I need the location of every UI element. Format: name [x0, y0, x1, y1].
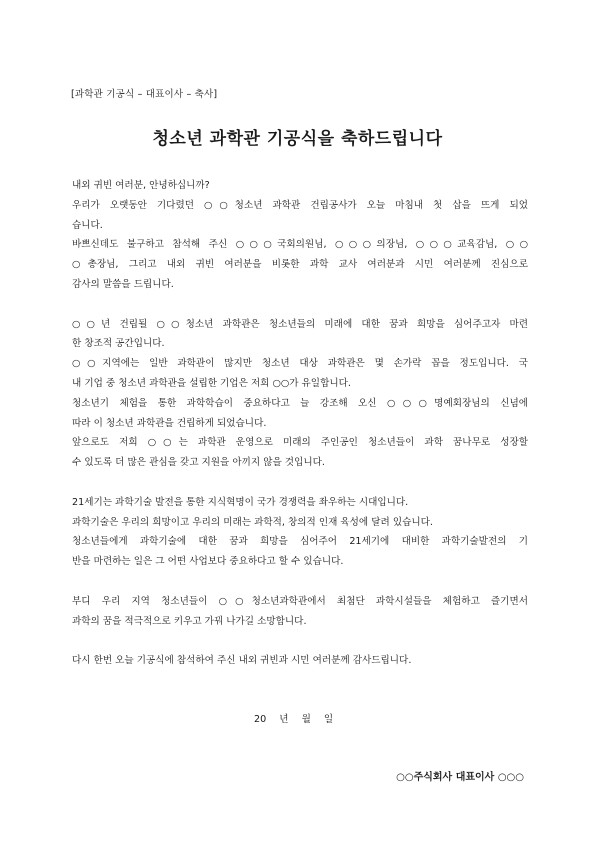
- body-line: 내외 귀빈 여러분, 안녕하십니까?: [72, 180, 210, 191]
- body-line: 우리가 오랫동안 기다렸던 ○○청소년 과학관 건립공사가 오늘 마침내 첫 삽을 뜨게 되었: [72, 199, 528, 211]
- body-line: ○○년 건립될 ○○청소년 과학관은 청소년들의 미래에 대한 꿈과 희망을 심어주고자 마련: [72, 318, 528, 330]
- body-line: 청소년들에게 과학기술에 대한 꿈과 희망을 심어주어 21세기에 대비한 과학기술발전의 기: [72, 536, 528, 548]
- body-line: 한 창조적 공간입니다.: [72, 338, 165, 350]
- paragraph-gap: [72, 572, 528, 592]
- paragraph-gap: [72, 631, 528, 651]
- body-line: 수 있도록 더 많은 관심을 갖고 지원을 아끼지 않을 것입니다.: [72, 457, 325, 469]
- body-line: 과학의 꿈을 적극적으로 키우고 가꿔 나가길 소망합니다.: [72, 615, 307, 627]
- signature: ○○주식회사 대표이사 ○○○: [396, 772, 524, 783]
- body-line: 앞으로도 저희 ○○는 과학관 운영으로 미래의 주인공인 청소년들이 과학 꿈나무로 성장할: [72, 437, 528, 449]
- body-line: ○총장님, 그리고 내외 귀빈 여러분을 비롯한 과학 교사 여러분과 시민 여러분께 진심으로: [72, 259, 528, 271]
- body-line: 바쁘신데도 불구하고 참석해 주신 ○○○국회의원님, ○○○의장님, ○○○교육감님, ○○: [72, 239, 528, 251]
- body-line: 다시 한번 오늘 기공식에 참석하여 주신 내외 귀빈과 시민 여러분께 감사드립니다.: [72, 655, 412, 667]
- body-line: 반을 마련하는 일은 그 어떤 사업보다 중요하다고 할 수 있습니다.: [72, 556, 344, 568]
- body-line: 과학기술은 우리의 희망이고 우리의 미래는 과학적, 창의적 인재 육성에 달려 있습니다.: [72, 516, 433, 528]
- body-line: 부디 우리 지역 청소년들이 ○○청소년과학관에서 최첨단 과학시설들을 체험하고 즐기면서: [72, 595, 528, 607]
- page-title: 청소년 과학관 기공식을 축하드립니다: [152, 129, 443, 149]
- header-tag: [과학관 기공식 – 대표이사 – 축사]: [71, 89, 218, 100]
- body-line: 습니다.: [72, 219, 103, 231]
- body-line: 청소년기 체험을 통한 과학학습이 중요하다고 늘 강조해 오신 ○○○명예회장님의 신념에: [72, 397, 528, 409]
- body-line: 따라 이 청소년 과학관을 건립하게 되었습니다.: [72, 417, 267, 429]
- paragraph-gap: [72, 295, 528, 315]
- speech-body: [72, 176, 528, 671]
- body-line: 21세기는 과학기술 발전을 통한 지식혁명이 국가 경쟁력을 좌우하는 시대입니다.: [72, 496, 409, 508]
- body-line: 감사의 말씀을 드립니다.: [72, 278, 174, 290]
- date-line: 20 년 월 일: [254, 714, 334, 725]
- body-line: 내 기업 중 청소년 과학관을 설립한 기업은 저희 ○○가 유일합니다.: [72, 377, 351, 389]
- paragraph-gap: [72, 473, 528, 493]
- body-line: ○○지역에는 일반 과학관이 많지만 청소년 대상 과학관은 몇 손가락 꼽을 정도입니다. 국: [72, 358, 528, 370]
